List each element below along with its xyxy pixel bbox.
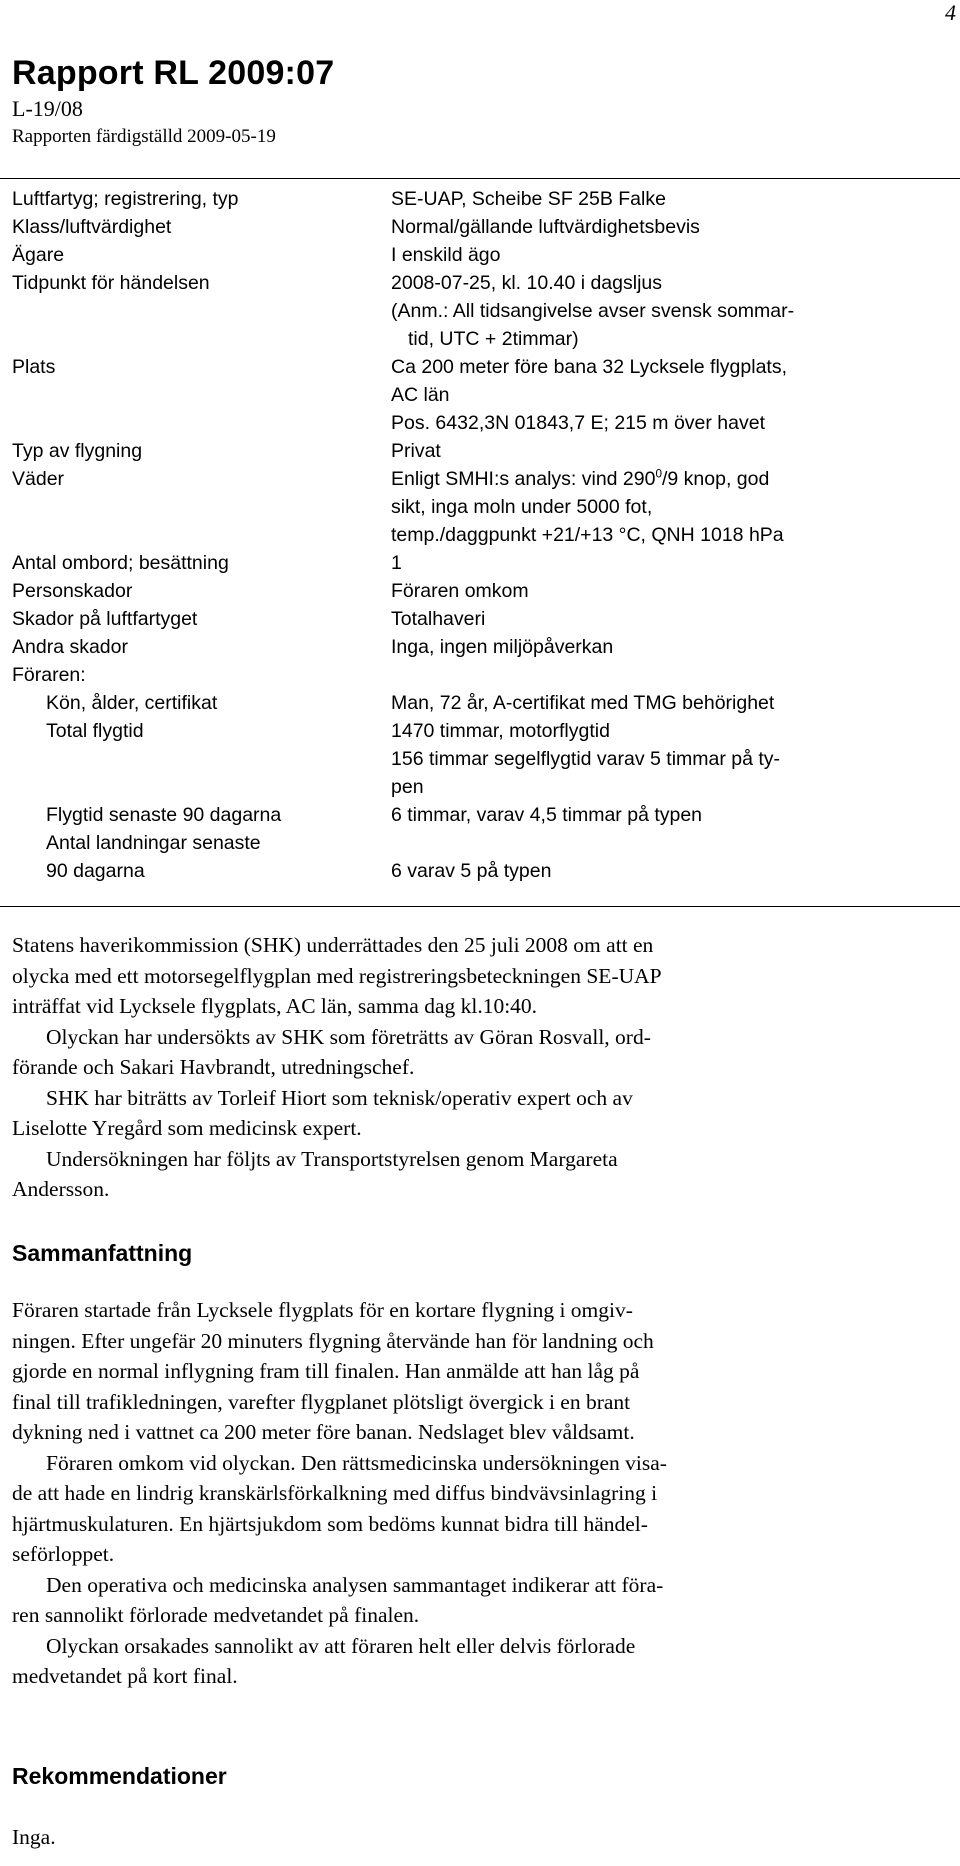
fact-row-injuries: [12, 577, 957, 605]
fact-value: Man, 72 år, A-certifikat med TMG behörighet: [391, 692, 775, 714]
text-line: gjorde en normal inflygning fram till finalen. Han anmälde att han låg på: [12, 1359, 640, 1383]
fact-label: Väder: [12, 468, 65, 490]
text-line: dykning ned i vattnet ca 200 meter före banan. Nedslaget blev våldsamt.: [12, 1420, 635, 1444]
fact-value: Inga, ingen miljöpåverkan: [391, 636, 614, 658]
text-line: hjärtmuskulaturen. En hjärtsjukdom som bedöms kunnat bidra till händel-: [12, 1511, 648, 1536]
text-line: Andersson.: [12, 1177, 110, 1201]
fact-row-place: [12, 353, 957, 437]
fact-value: [391, 465, 957, 549]
weather-text: /9 knop, god: [661, 468, 770, 490]
fact-row-last90: [12, 801, 957, 829]
fact-label-line: Antal landningar senaste: [46, 832, 261, 854]
fact-row-weather: [12, 465, 957, 549]
fact-label: Kön, ålder, certifikat: [46, 692, 218, 714]
fact-row-pilot-sex-age: [12, 689, 957, 717]
fact-row-total-flight: [12, 717, 957, 801]
fact-value-line: sikt, inga moln under 5000 fot,: [391, 496, 653, 518]
fact-label: Typ av flygning: [12, 440, 143, 462]
fact-value-line: tid, UTC + 2timmar): [408, 328, 579, 350]
degree-superscript: 0: [655, 467, 662, 481]
fact-value: 6 timmar, varav 4,5 timmar på typen: [391, 804, 703, 826]
fact-value: Föraren omkom: [391, 580, 529, 602]
text-line: Föraren omkom vid olyckan. Den rättsmedicinska undersökningen visa-: [46, 1450, 667, 1475]
summary-paragraph: [12, 1570, 947, 1631]
fact-value: [391, 717, 957, 801]
recommendations-text: Inga.: [12, 1825, 56, 1849]
fact-label: Plats: [12, 356, 56, 378]
fact-value-line: (Anm.: All tidsangivelse avser svensk sommar-: [391, 300, 795, 322]
text-line: Undersökningen har följts av Transportstyrelsen genom Margareta: [46, 1146, 618, 1171]
fact-value: Normal/gällande luftvärdighetsbevis: [391, 216, 700, 238]
fact-label: Personskador: [12, 580, 133, 602]
fact-row-pilot-heading: [12, 661, 957, 689]
fact-value: [391, 269, 957, 353]
summary-paragraph: [12, 1295, 947, 1448]
text-line: final till trafikledningen, varefter flygplanet plötsligt övergick i en brant: [12, 1389, 631, 1414]
text-line: inträffat vid Lycksele flygplats, AC län, samma dag kl.10:40.: [12, 994, 538, 1018]
text-line: ren sannolikt förlorade medvetandet på finalen.: [12, 1603, 420, 1627]
intro-paragraph: [12, 1022, 947, 1083]
fact-row-other-damage: [12, 633, 957, 661]
report-title: Rapport RL 2009:07: [12, 54, 335, 92]
fact-value-line: temp./daggpunkt +21/+13 °C, QNH 1018 hPa: [391, 524, 784, 546]
text-line: seförloppet.: [12, 1542, 115, 1566]
fact-value: 1: [391, 552, 402, 574]
summary-paragraph: [12, 1448, 947, 1570]
fact-value-line: [391, 465, 957, 493]
recommendations-section: [12, 1822, 947, 1852]
fact-row-onboard: [12, 549, 957, 577]
report-id: L-19/08: [12, 96, 83, 121]
text-line: olycka med ett motorsegelflygplan med registreringsbeteckningen SE-UAP: [12, 963, 662, 988]
fact-label: Klass/luftvärdighet: [12, 216, 172, 238]
intro-paragraph: [12, 1144, 947, 1205]
fact-label: [12, 829, 391, 885]
fact-value: Privat: [391, 440, 441, 462]
fact-value-line: 2008-07-25, kl. 10.40 i dagsljus: [391, 272, 663, 294]
recommendations-heading: Rekommendationer: [12, 1763, 227, 1789]
fact-row-class: [12, 213, 957, 241]
text-line: Liselotte Yregård som medicinsk expert.: [12, 1116, 362, 1140]
top-divider: [0, 178, 960, 179]
middle-divider: [0, 906, 960, 907]
report-completed-date: Rapporten färdigställd 2009-05-19: [12, 126, 276, 147]
text-line: de att hade en lindrig kranskärlsförkalkning med diffus bindvävsinlagring i: [12, 1481, 658, 1505]
fact-value-line: Pos. 6432,3N 01843,7 E; 215 m över havet: [391, 412, 765, 434]
fact-label: Luftfartyg; registrering, typ: [12, 188, 239, 210]
fact-value: Totalhaveri: [391, 608, 486, 630]
fact-label: Flygtid senaste 90 dagarna: [46, 804, 282, 826]
fact-label: Total flygtid: [46, 720, 144, 742]
fact-value: SE-UAP, Scheibe SF 25B Falke: [391, 188, 666, 210]
summary-section: [12, 1295, 947, 1692]
fact-row-owner: [12, 241, 957, 269]
text-line: ningen. Efter ungefär 20 minuters flygning återvände han för landning och: [12, 1328, 654, 1353]
fact-value-line: 6 varav 5 på typen: [391, 860, 552, 882]
fact-label: Skador på luftfartyget: [12, 608, 198, 630]
fact-label: Andra skador: [12, 636, 128, 658]
fact-value-line: pen: [391, 776, 424, 798]
page-number: 4: [945, 0, 956, 25]
fact-value-line: 156 timmar segelflygtid varav 5 timmar på ty-: [391, 748, 781, 770]
fact-label-line: 90 dagarna: [46, 860, 145, 882]
text-line: SHK har biträtts av Torleif Hiort som teknisk/operativ expert och av: [46, 1085, 633, 1110]
summary-heading: Sammanfattning: [12, 1240, 193, 1266]
fact-label: Föraren:: [12, 664, 86, 686]
intro-paragraph: [12, 1083, 947, 1144]
text-line: Statens haverikommission (SHK) underrättades den 25 juli 2008 om att en: [12, 933, 654, 957]
fact-row-time: [12, 269, 957, 353]
summary-paragraph: [12, 1631, 947, 1692]
fact-value-line: Ca 200 meter före bana 32 Lycksele flygplats,: [391, 356, 787, 378]
fact-value-line: AC län: [391, 384, 450, 406]
fact-row-landings: [12, 829, 957, 885]
text-line: Olyckan orsakades sannolikt av att föraren helt eller delvis förlorade: [46, 1633, 636, 1658]
fact-row-flight-type: [12, 437, 957, 465]
fact-value: [391, 353, 957, 437]
text-line: förande och Sakari Havbrandt, utredningschef.: [12, 1055, 415, 1079]
fact-value-line: 1470 timmar, motorflygtid: [391, 720, 610, 742]
weather-text: Enligt SMHI:s analys: vind 290: [391, 468, 656, 490]
fact-row-aircraft: [12, 185, 957, 213]
text-line: Olyckan har undersökts av SHK som företrätts av Göran Rosvall, ord-: [46, 1024, 651, 1049]
fact-row-damage: [12, 605, 957, 633]
fact-value: I enskild ägo: [391, 244, 501, 266]
intro-section: [12, 930, 947, 1205]
fact-label: Antal ombord; besättning: [12, 552, 229, 574]
fact-value: [391, 829, 957, 885]
text-line: Den operativa och medicinska analysen sammantaget indikerar att föra-: [46, 1572, 664, 1597]
text-line: Föraren startade från Lycksele flygplats för en kortare flygning i omgiv-: [12, 1298, 633, 1322]
fact-label: Ägare: [12, 244, 65, 266]
facts-table: [12, 185, 957, 885]
fact-label: Tidpunkt för händelsen: [12, 272, 210, 294]
intro-paragraph: [12, 930, 947, 1022]
text-line: medvetandet på kort final.: [12, 1664, 238, 1688]
